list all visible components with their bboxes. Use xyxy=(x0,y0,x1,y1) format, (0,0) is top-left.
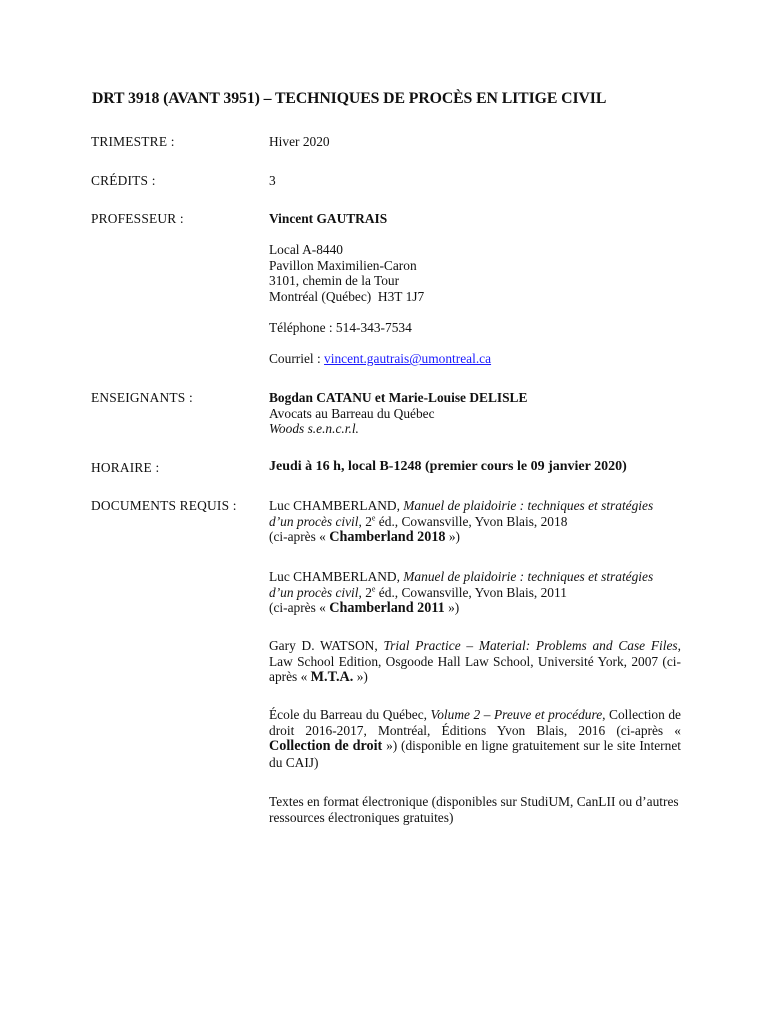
doc-rest: , Collection de droit 2016-2017, Montréal, Éditions Yvon Blais, 2016 (ci-après « xyxy=(269,707,681,738)
doc-edition: , 2 xyxy=(358,513,372,529)
address-line: Pavillon Maximilien-Caron xyxy=(269,257,417,273)
doc-ref: Chamberland 2018 xyxy=(329,529,446,546)
professeur-address xyxy=(269,242,681,304)
professeur-label: PROFESSEUR : xyxy=(91,211,184,226)
trimestre-label: TRIMESTRE : xyxy=(91,134,175,149)
doc-author: Gary D. WATSON, xyxy=(269,638,384,653)
enseignants-label: ENSEIGNANTS : xyxy=(91,390,193,405)
doc-text: Textes en format électronique (disponibles sur StudiUM, CanLII ou d’autres ressources électroniques gratuites) xyxy=(269,794,679,825)
doc-ref-prefix: (ci-après « xyxy=(269,600,330,616)
course-title: DRT 3918 (AVANT 3951) – TECHNIQUES DE PROCÈS EN LITIGE CIVIL xyxy=(92,90,607,107)
doc-author: Luc CHAMBERLAND, xyxy=(269,498,404,513)
document-item xyxy=(269,794,681,825)
professeur-phone: Téléphone : 514-343-7534 xyxy=(269,320,412,335)
doc-ref-suffix: ») xyxy=(444,600,460,616)
doc-ref-prefix: (ci-après « xyxy=(269,529,330,545)
doc-edition-sup: e xyxy=(371,584,376,594)
document-item xyxy=(269,638,681,686)
doc-edition: , 2 xyxy=(358,584,372,600)
enseignants-firm: Woods s.e.n.c.r.l. xyxy=(269,421,359,437)
doc-author: École du Barreau du Québec, xyxy=(269,707,431,722)
document-item xyxy=(269,707,681,770)
email-link[interactable]: vincent.gautrais@umontreal.ca xyxy=(324,351,492,366)
professeur-email-row xyxy=(269,351,681,367)
doc-edition-sup: e xyxy=(371,513,376,523)
address-line: Montréal (Québec) H3T 1J7 xyxy=(269,288,425,304)
doc-rest: éd., Cowansville, Yvon Blais, 2011 xyxy=(375,584,567,600)
email-prefix: Courriel : xyxy=(269,351,325,366)
doc-rest: , Law School Edition, Osgoode Hall Law School, Université York, 2007 (ci-après « xyxy=(269,638,681,685)
enseignants-block xyxy=(269,390,681,437)
document-item xyxy=(269,569,681,617)
enseignants-line2: Avocats au Barreau du Québec xyxy=(269,405,435,421)
doc-ref: Chamberland 2011 xyxy=(329,600,445,617)
doc-ref: M.T.A. xyxy=(310,669,354,686)
doc-title: Manuel de plaidoirie : techniques et stratégies d’un procès civil xyxy=(269,498,654,529)
professeur-name: Vincent GAUTRAIS xyxy=(269,211,388,226)
credits-value: 3 xyxy=(269,173,276,188)
documents-label: DOCUMENTS REQUIS : xyxy=(91,498,237,513)
doc-ref: Collection de droit xyxy=(269,738,383,755)
doc-rest: éd., Cowansville, Yvon Blais, 2018 xyxy=(375,513,568,529)
doc-title: Trial Practice – Material: Problems and Case Files xyxy=(383,638,678,653)
address-line: 3101, chemin de la Tour xyxy=(269,273,400,289)
doc-ref-suffix: ») (disponible en ligne gratuitement sur le site Internet du CAIJ) xyxy=(269,738,681,770)
doc-ref-suffix: ») xyxy=(353,669,368,685)
credits-label: CRÉDITS : xyxy=(91,173,156,188)
horaire-value: Jeudi à 16 h, local B-1248 (premier cours le 09 janvier 2020) xyxy=(269,459,627,474)
doc-ref-suffix: ») xyxy=(445,529,461,545)
document-item xyxy=(269,498,681,546)
doc-author: Luc CHAMBERLAND, xyxy=(269,569,404,584)
trimestre-value: Hiver 2020 xyxy=(269,134,330,149)
enseignants-names: Bogdan CATANU et Marie-Louise DELISLE xyxy=(269,390,528,405)
doc-title: Manuel de plaidoirie : techniques et stratégies d’un procès civil xyxy=(269,569,654,600)
doc-title: Volume 2 – Preuve et procédure xyxy=(430,707,603,722)
address-line: Local A-8440 xyxy=(269,242,344,257)
horaire-label: HORAIRE : xyxy=(91,460,160,475)
